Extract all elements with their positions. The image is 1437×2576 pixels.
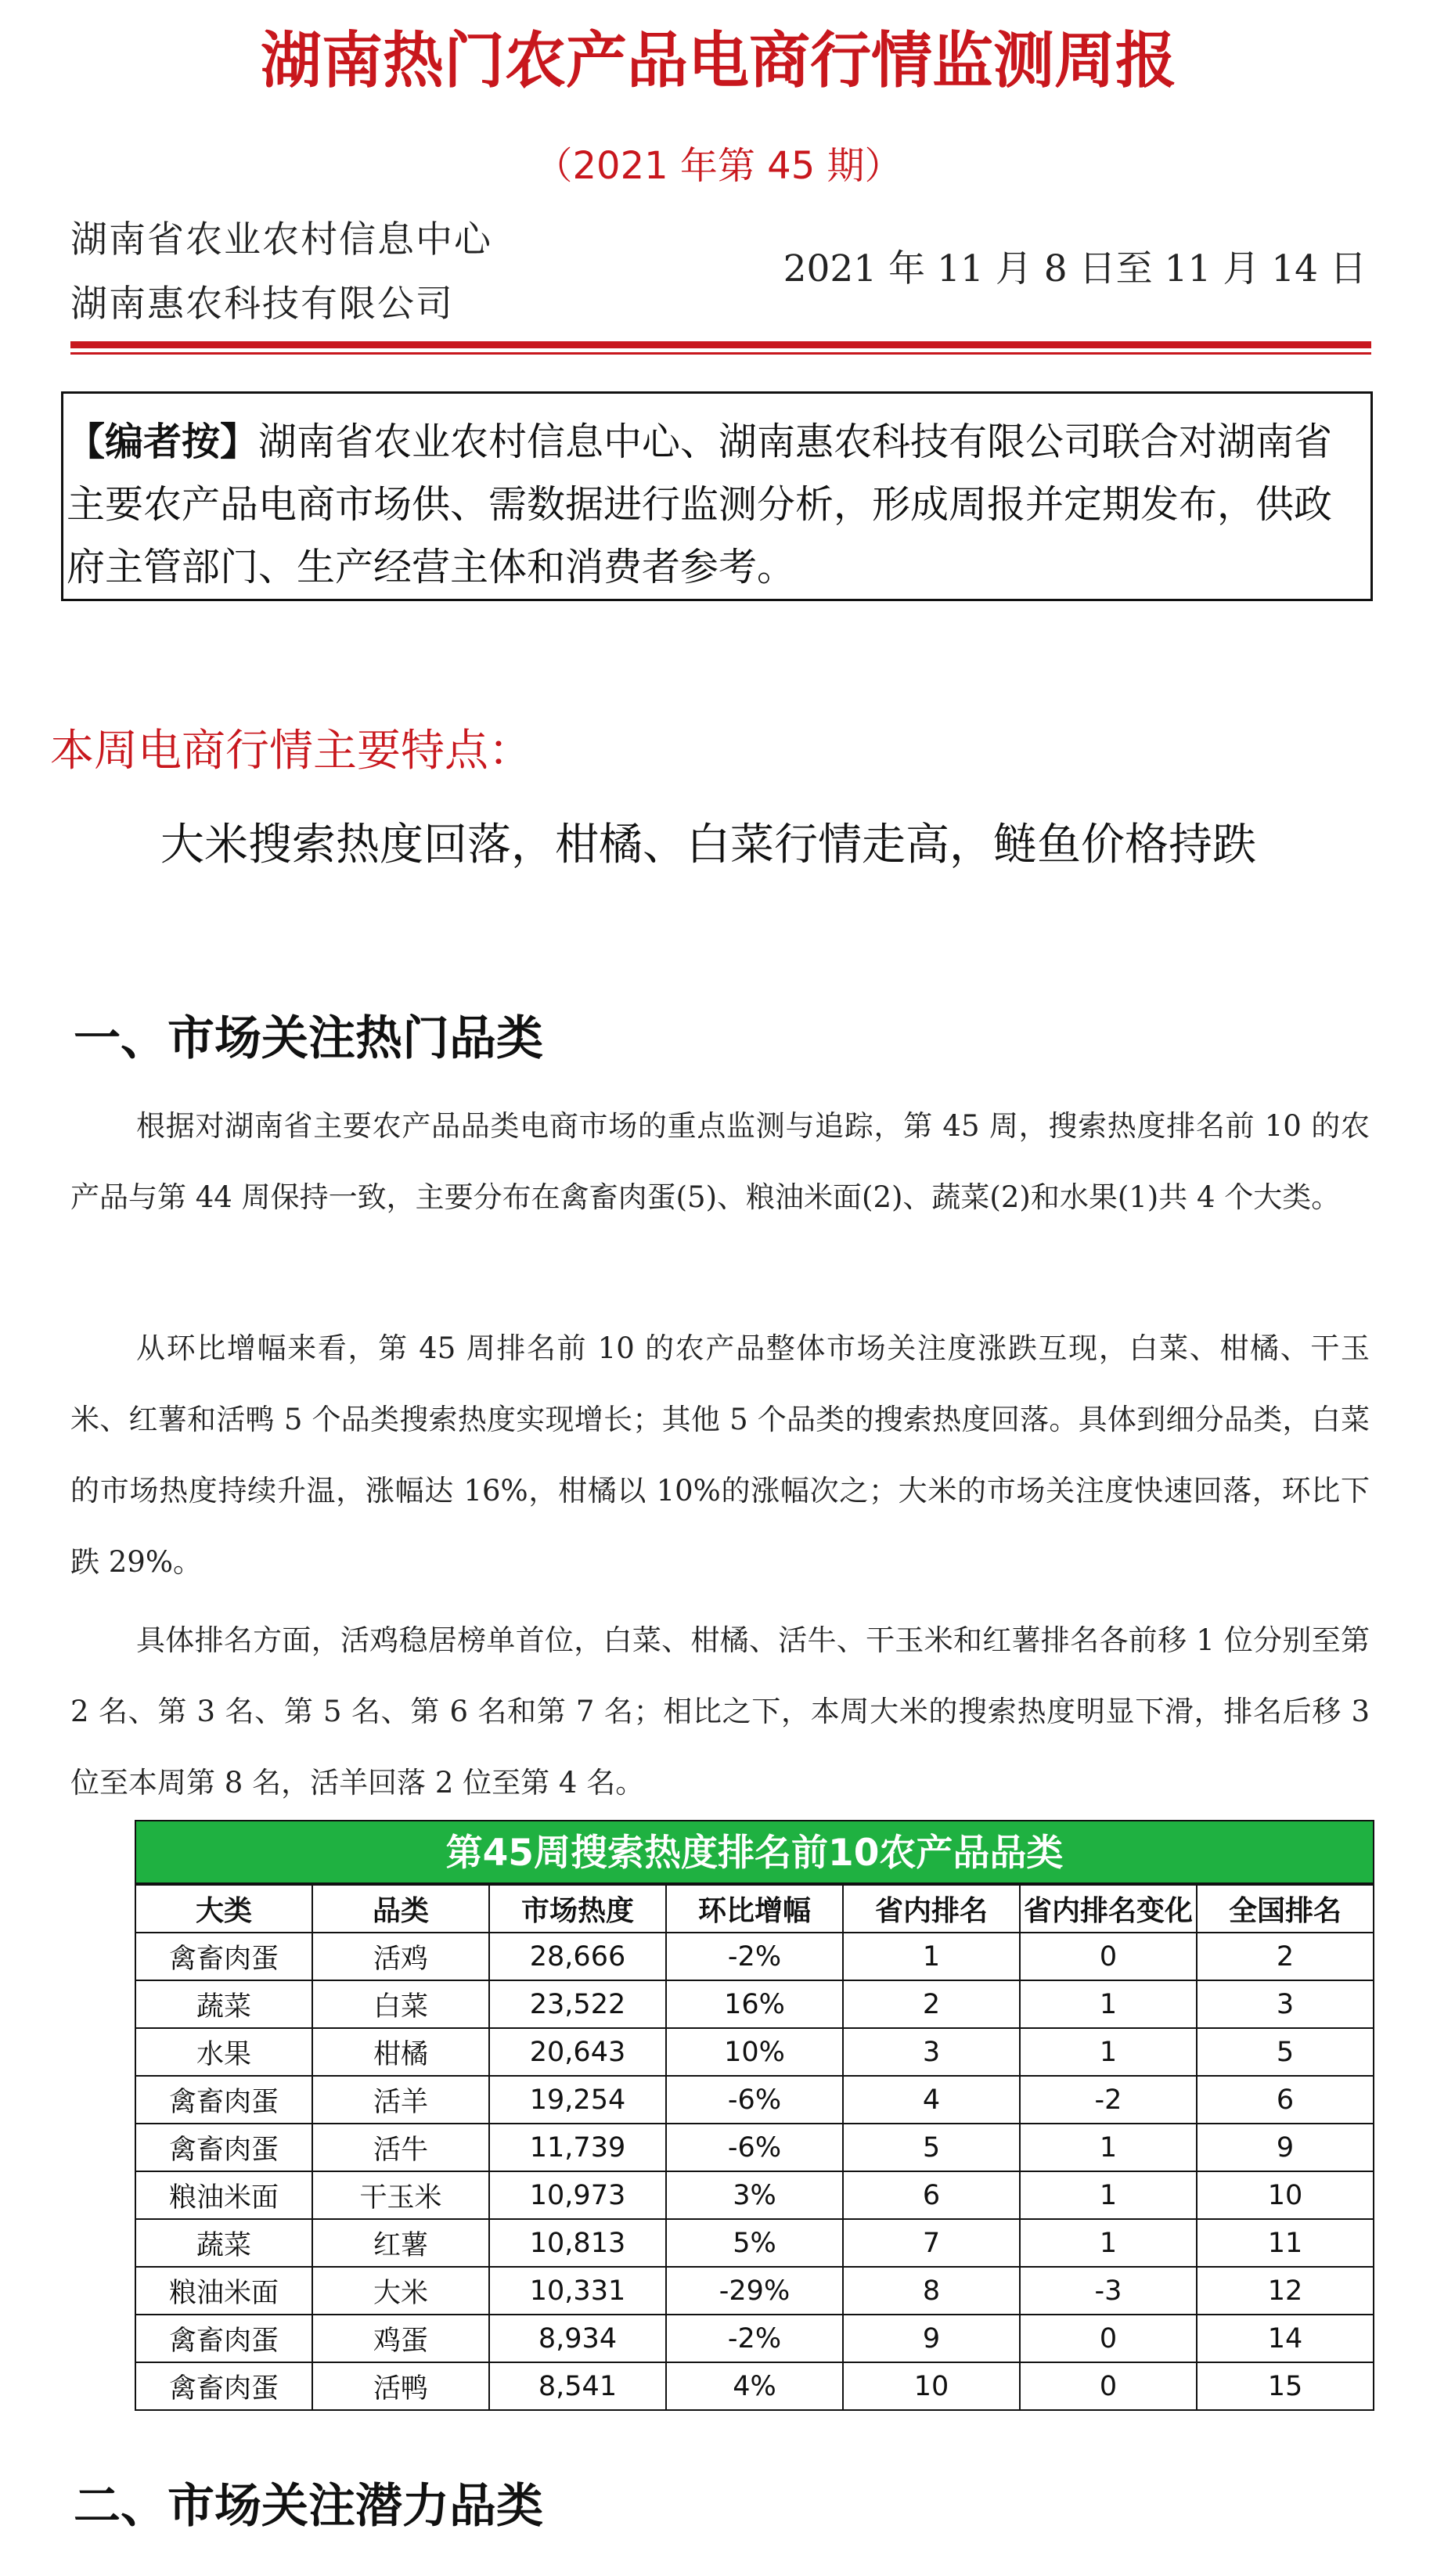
column-header: 环比增幅 [666, 1885, 843, 1933]
table-cell: 14 [1197, 2315, 1374, 2362]
table-cell: 粮油米面 [135, 2171, 312, 2219]
section1-heading: 一、市场关注热门品类 [74, 1011, 543, 1066]
column-header: 市场热度 [489, 1885, 666, 1933]
table-cell: -3 [1020, 2267, 1197, 2315]
table-cell: 6 [1197, 2076, 1374, 2124]
table-cell: 3 [843, 2028, 1020, 2076]
section2-heading: 二、市场关注潜力品类 [74, 2479, 543, 2534]
editor-note-text: 湖南省农业农村信息中心、湖南惠农科技有限公司联合对湖南省主要农产品电商市场供、需数据进行监测分析，形成周报并定期发布，供政府主管部门、生产经营主体和消费者参考。 [67, 420, 1333, 589]
table-cell: 水果 [135, 2028, 312, 2076]
table-cell: 8,934 [489, 2315, 666, 2362]
table-row [135, 2267, 1374, 2315]
table-cell: -2 [1020, 2076, 1197, 2124]
table-row [135, 2315, 1374, 2362]
table-cell: 20,643 [489, 2028, 666, 2076]
table-row [135, 2124, 1374, 2171]
table-cell: 10,813 [489, 2219, 666, 2267]
section1-paragraph-3: 具体排名方面，活鸡稳居榜单首位，白菜、柑橘、活牛、干玉米和红薯排名各前移 1 位分别至第 2 名、第 3 名、第 5 名、第 6 名和第 7 名；相比之下，本周大米的搜索热度明显下滑，排名后移 3 位至本周第 8 名，活羊回落 2 位至第 4 名。 [70, 1623, 1370, 1800]
table-cell: 23,522 [489, 1980, 666, 2028]
date-range: 2021 年 11 月 8 日至 11 月 14 日 [783, 247, 1367, 290]
table-cell: 白菜 [312, 1980, 489, 2028]
table-cell: 12 [1197, 2267, 1374, 2315]
table-cell: 28,666 [489, 1933, 666, 1980]
column-header: 省内排名变化 [1020, 1885, 1197, 1933]
table-cell: 4% [666, 2362, 843, 2410]
table-cell: 5 [843, 2124, 1020, 2171]
table-cell: 10% [666, 2028, 843, 2076]
table-cell: 1 [843, 1933, 1020, 1980]
table-cell: 1 [1020, 2028, 1197, 2076]
column-header: 品类 [312, 1885, 489, 1933]
table-cell: 活鸡 [312, 1933, 489, 1980]
table-cell: -6% [666, 2076, 843, 2124]
table-row [135, 2219, 1374, 2267]
table-cell: 4 [843, 2076, 1020, 2124]
table-cell: 0 [1020, 2315, 1197, 2362]
table-cell: 5% [666, 2219, 843, 2267]
table-cell: 9 [1197, 2124, 1374, 2171]
table-cell: -29% [666, 2267, 843, 2315]
section1-paragraph-2: 从环比增幅来看，第 45 周排名前 10 的农产品整体市场关注度涨跌互现，白菜、柑橘、干玉米、红薯和活鸭 5 个品类搜索热度实现增长；其他 5 个品类的搜索热度回落。具体到细分品类，白菜的市场热度持续升温，涨幅达 16%，柑橘以 10%的涨幅次之；大米的市场关注度快速回落，环比下跌 29%。 [70, 1331, 1370, 1579]
column-header: 全国排名 [1197, 1885, 1374, 1933]
table-cell: -2% [666, 2315, 843, 2362]
table-cell: 1 [1020, 2171, 1197, 2219]
table-cell: 活羊 [312, 2076, 489, 2124]
table-cell: 活牛 [312, 2124, 489, 2171]
table-cell: 禽畜肉蛋 [135, 2076, 312, 2124]
table-cell: 3% [666, 2171, 843, 2219]
table-title: 第45周搜索热度排名前10农产品品类 [135, 1820, 1374, 1884]
table-cell: 蔬菜 [135, 2219, 312, 2267]
table-cell: 大米 [312, 2267, 489, 2315]
issue-number: （2021 年第 45 期） [535, 144, 902, 188]
table-cell: 6 [843, 2171, 1020, 2219]
table-header-row [135, 1885, 1374, 1933]
table-cell: 3 [1197, 1980, 1374, 2028]
organization-1: 湖南省农业农村信息中心 [70, 218, 492, 261]
table-cell: 蔬菜 [135, 1980, 312, 2028]
table-cell: 19,254 [489, 2076, 666, 2124]
table-cell: 10,331 [489, 2267, 666, 2315]
header-divider-thin [70, 352, 1371, 355]
table-cell: 红薯 [312, 2219, 489, 2267]
table-row [135, 2171, 1374, 2219]
table-cell: 2 [1197, 1933, 1374, 1980]
table-cell: 0 [1020, 1933, 1197, 1980]
table-cell: 16% [666, 1980, 843, 2028]
section1-paragraph-1: 根据对湖南省主要农产品品类电商市场的重点监测与追踪，第 45 周，搜索热度排名前 10 的农产品与第 44 周保持一致，主要分布在禽畜肉蛋(5)、粮油米面(2)、蔬菜(2)和水果(1)共 4 个大类。 [70, 1109, 1370, 1214]
table-cell: 15 [1197, 2362, 1374, 2410]
table-cell: 7 [843, 2219, 1020, 2267]
table-row [135, 2028, 1374, 2076]
table-cell: 禽畜肉蛋 [135, 2315, 312, 2362]
table-cell: 禽畜肉蛋 [135, 2362, 312, 2410]
table-cell: 10 [1197, 2171, 1374, 2219]
table-cell: 1 [1020, 2124, 1197, 2171]
features-heading: 本周电商行情主要特点： [50, 726, 532, 776]
table-cell: 1 [1020, 1980, 1197, 2028]
organization-2: 湖南惠农科技有限公司 [70, 283, 454, 326]
table-row [135, 1933, 1374, 1980]
table-cell: 0 [1020, 2362, 1197, 2410]
column-header: 大类 [135, 1885, 312, 1933]
table-cell: 10 [843, 2362, 1020, 2410]
ranking-table-container [135, 1820, 1374, 2411]
table-cell: -2% [666, 1933, 843, 1980]
table-cell: 禽畜肉蛋 [135, 2124, 312, 2171]
features-summary: 大米搜索热度回落，柑橘、白菜行情走高，鲢鱼价格持跌 [160, 820, 1256, 870]
editor-note-box [61, 391, 1373, 601]
table-cell: 1 [1020, 2219, 1197, 2267]
table-body [135, 1933, 1374, 2410]
header-divider-thick [70, 341, 1371, 348]
table-cell: 11 [1197, 2219, 1374, 2267]
table-cell: 8 [843, 2267, 1020, 2315]
table-cell: -6% [666, 2124, 843, 2171]
table-row [135, 2362, 1374, 2410]
table-cell: 活鸭 [312, 2362, 489, 2410]
table-cell: 10,973 [489, 2171, 666, 2219]
table-cell: 禽畜肉蛋 [135, 1933, 312, 1980]
table-row [135, 2076, 1374, 2124]
table-cell: 粮油米面 [135, 2267, 312, 2315]
ranking-table [135, 1884, 1374, 2411]
table-cell: 柑橘 [312, 2028, 489, 2076]
table-cell: 9 [843, 2315, 1020, 2362]
table-row [135, 1980, 1374, 2028]
report-title: 湖南热门农产品电商行情监测周报 [260, 26, 1176, 96]
table-cell: 2 [843, 1980, 1020, 2028]
table-cell: 8,541 [489, 2362, 666, 2410]
table-cell: 11,739 [489, 2124, 666, 2171]
column-header: 省内排名 [843, 1885, 1020, 1933]
table-cell: 干玉米 [312, 2171, 489, 2219]
table-cell: 鸡蛋 [312, 2315, 489, 2362]
table-cell: 5 [1197, 2028, 1374, 2076]
editor-note-label: 【编者按】 [67, 420, 259, 464]
